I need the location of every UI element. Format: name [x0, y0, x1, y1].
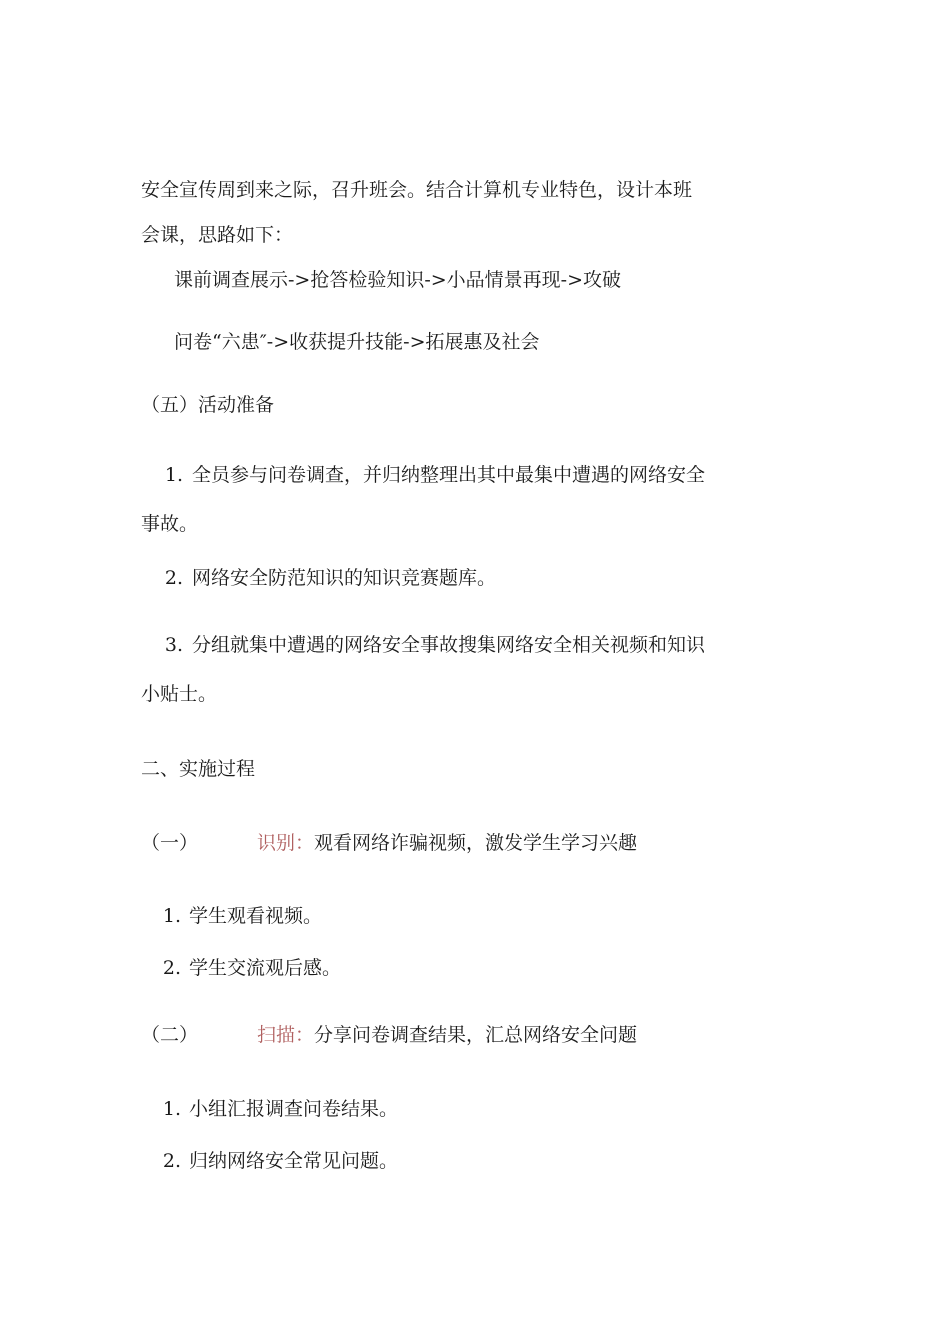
list-text: 小组汇报调查问卷结果。: [189, 1098, 399, 1120]
list-number: 1.: [162, 905, 181, 927]
prep-item-3: [141, 636, 705, 655]
section-heading-1: [141, 834, 637, 853]
section-title: 观看网络诈骗视频，激发学生学习兴趣: [314, 832, 638, 854]
intro-line-2: 会课，思路如下：: [141, 224, 294, 246]
list-text: 归纳网络安全常见问题。: [189, 1150, 399, 1172]
prep-heading: （五）活动准备: [141, 394, 275, 416]
section-heading-2: [141, 1026, 637, 1045]
section-1-item-2: [141, 959, 341, 978]
list-number: 3.: [164, 634, 183, 656]
intro-line-1: 安全宣传周到来之际，召升班会。结合计算机专业特色，设计本班: [141, 179, 693, 201]
list-number: 2.: [164, 567, 183, 589]
section-keyword: 识别：: [257, 832, 315, 854]
list-number: 2.: [162, 1150, 181, 1172]
list-text: 学生交流观后感。: [189, 957, 342, 979]
list-number: 1.: [164, 464, 183, 486]
section-label: （一）: [141, 832, 199, 854]
list-number: 2.: [162, 957, 181, 979]
list-text: 学生观看视频。: [189, 905, 323, 927]
prep-item-1: [141, 466, 705, 485]
flow-line-1: 课前调查展示->抢答检验知识->小品情景再现->攻破: [174, 269, 622, 291]
section-keyword: 扫描：: [257, 1024, 315, 1046]
list-number: 1.: [162, 1098, 181, 1120]
list-text: 全员参与问卷调查，并归纳整理出其中最集中遭遇的网络安全: [192, 464, 706, 486]
prep-item-1-cont: 事故。: [141, 513, 199, 535]
section-2-item-2: [141, 1152, 398, 1171]
section-2-item-1: [141, 1100, 398, 1119]
section-1-item-1: [141, 907, 322, 926]
section-title: 分享问卷调查结果，汇总网络安全问题: [314, 1024, 638, 1046]
process-heading: 二、实施过程: [141, 758, 256, 780]
flow-line-2: 问卷“六患″->收获提升技能->拓展惠及社会: [174, 331, 540, 353]
list-text: 分组就集中遭遇的网络安全事故搜集网络安全相关视频和知识: [192, 634, 706, 656]
prep-item-3-cont: 小贴士。: [141, 683, 218, 705]
list-text: 网络安全防范知识的知识竞赛题库。: [192, 567, 497, 589]
section-label: （二）: [141, 1024, 199, 1046]
prep-item-2: [141, 569, 496, 588]
